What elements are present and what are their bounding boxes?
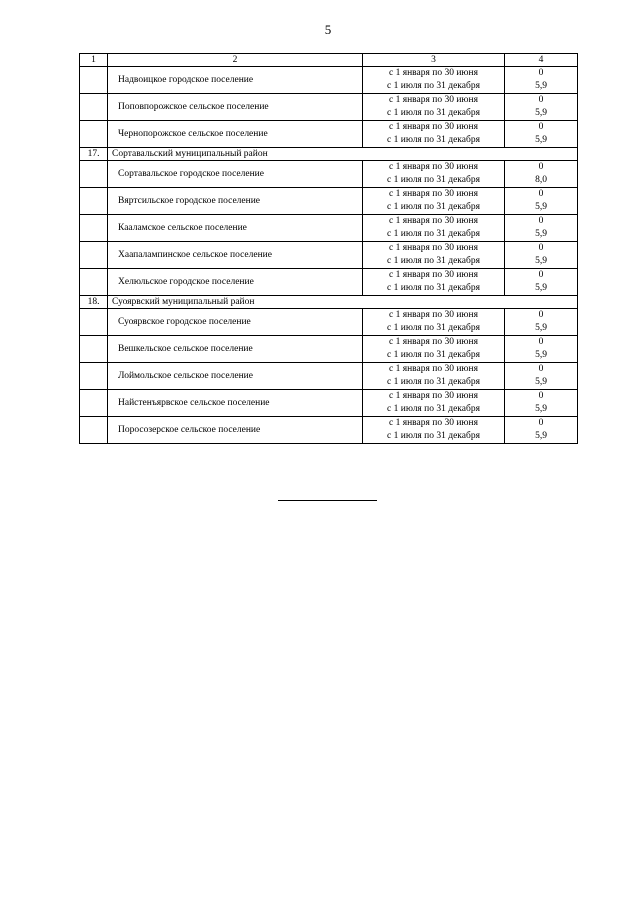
period-second-half: с 1 июля по 31 декабря: [387, 283, 480, 293]
settlement-row: [80, 94, 578, 121]
rate-first-half: 0: [538, 337, 544, 347]
rate-second-half: 5,9: [535, 431, 547, 441]
column-header-4: 4: [505, 54, 578, 67]
period-cell: [363, 121, 505, 148]
row-number-cell: [80, 390, 108, 417]
column-header-2: 2: [108, 54, 363, 67]
row-number-cell: [80, 94, 108, 121]
period-cell: [363, 390, 505, 417]
rate-second-half: 5,9: [535, 350, 547, 360]
settlement-name: Поросозерское сельское поселение: [108, 417, 363, 444]
period-first-half: с 1 января по 30 июня: [389, 68, 478, 78]
period-first-half: с 1 января по 30 июня: [389, 391, 478, 401]
row-number-cell: [80, 121, 108, 148]
period-cell: [363, 417, 505, 444]
rate-second-half: 5,9: [535, 283, 547, 293]
rate-cell: [505, 242, 578, 269]
period-first-half: с 1 января по 30 июня: [389, 337, 478, 347]
rate-second-half: 5,9: [535, 135, 547, 145]
rate-first-half: 0: [538, 68, 544, 78]
settlement-row: [80, 269, 578, 296]
column-header-1: 1: [80, 54, 108, 67]
period-second-half: с 1 июля по 31 декабря: [387, 229, 480, 239]
period-second-half: с 1 июля по 31 декабря: [387, 350, 480, 360]
period-cell: [363, 309, 505, 336]
period-first-half: с 1 января по 30 июня: [389, 270, 478, 280]
period-first-half: с 1 января по 30 июня: [389, 162, 478, 172]
settlement-name: Суоярвское городское поселение: [108, 309, 363, 336]
settlement-row: [80, 215, 578, 242]
district-number: 17.: [80, 148, 108, 161]
rate-second-half: 5,9: [535, 377, 547, 387]
rate-second-half: 5,9: [535, 108, 547, 118]
rate-first-half: 0: [538, 162, 544, 172]
rate-second-half: 8,0: [535, 175, 547, 185]
settlement-name: Найстенъярвское сельское поселение: [108, 390, 363, 417]
district-name: Сортавальский муниципальный район: [108, 148, 578, 161]
settlement-name: Надвоицкое городское поселение: [108, 67, 363, 94]
rate-cell: [505, 390, 578, 417]
district-number: 18.: [80, 296, 108, 309]
period-cell: [363, 215, 505, 242]
rate-cell: [505, 188, 578, 215]
settlement-row: [80, 390, 578, 417]
settlement-row: [80, 161, 578, 188]
period-cell: [363, 188, 505, 215]
period-second-half: с 1 июля по 31 декабря: [387, 81, 480, 91]
rate-first-half: 0: [538, 270, 544, 280]
period-first-half: с 1 января по 30 июня: [389, 95, 478, 105]
district-row: [80, 296, 578, 309]
table-header-row: [80, 54, 578, 67]
period-first-half: с 1 января по 30 июня: [389, 310, 478, 320]
settlement-row: [80, 336, 578, 363]
rate-first-half: 0: [538, 391, 544, 401]
row-number-cell: [80, 215, 108, 242]
settlement-name: Лоймольское сельское поселение: [108, 363, 363, 390]
period-second-half: с 1 июля по 31 декабря: [387, 431, 480, 441]
settlement-row: [80, 188, 578, 215]
settlement-name: Сортавальское городское поселение: [108, 161, 363, 188]
period-second-half: с 1 июля по 31 декабря: [387, 135, 480, 145]
period-second-half: с 1 июля по 31 декабря: [387, 202, 480, 212]
rate-cell: [505, 336, 578, 363]
row-number-cell: [80, 269, 108, 296]
row-number-cell: [80, 67, 108, 94]
settlement-name: Чернопорожское сельское поселение: [108, 121, 363, 148]
period-cell: [363, 242, 505, 269]
page-number: 5: [324, 22, 332, 37]
table-body: [80, 54, 578, 444]
period-second-half: с 1 июля по 31 декабря: [387, 175, 480, 185]
rate-second-half: 5,9: [535, 229, 547, 239]
rate-second-half: 5,9: [535, 81, 547, 91]
rate-second-half: 5,9: [535, 256, 547, 266]
rate-first-half: 0: [538, 243, 544, 253]
rate-first-half: 0: [538, 364, 544, 374]
settlement-name: Хаапалампинское сельское поселение: [108, 242, 363, 269]
settlement-name: Поповпорожское сельское поселение: [108, 94, 363, 121]
district-row: [80, 148, 578, 161]
period-second-half: с 1 июля по 31 декабря: [387, 404, 480, 414]
tariff-table: [79, 53, 578, 444]
period-first-half: с 1 января по 30 июня: [389, 243, 478, 253]
period-cell: [363, 67, 505, 94]
footer-divider: [278, 500, 377, 501]
rate-cell: [505, 215, 578, 242]
settlement-name: Кааламское сельское поселение: [108, 215, 363, 242]
rate-second-half: 5,9: [535, 323, 547, 333]
rate-second-half: 5,9: [535, 202, 547, 212]
rate-cell: [505, 269, 578, 296]
rate-cell: [505, 67, 578, 94]
rate-first-half: 0: [538, 122, 544, 132]
rate-first-half: 0: [538, 216, 544, 226]
period-first-half: с 1 января по 30 июня: [389, 364, 478, 374]
settlement-name: Вешкельское сельское поселение: [108, 336, 363, 363]
rate-first-half: 0: [538, 95, 544, 105]
period-first-half: с 1 января по 30 июня: [389, 122, 478, 132]
settlement-row: [80, 121, 578, 148]
column-header-3: 3: [363, 54, 505, 67]
period-second-half: с 1 июля по 31 декабря: [387, 377, 480, 387]
period-cell: [363, 363, 505, 390]
period-cell: [363, 269, 505, 296]
rate-cell: [505, 363, 578, 390]
settlement-name: Вяртсильское городское поселение: [108, 188, 363, 215]
rate-cell: [505, 417, 578, 444]
rate-first-half: 0: [538, 418, 544, 428]
rate-cell: [505, 121, 578, 148]
settlement-name: Хелюльское городское поселение: [108, 269, 363, 296]
row-number-cell: [80, 309, 108, 336]
period-cell: [363, 94, 505, 121]
rate-first-half: 0: [538, 310, 544, 320]
settlement-row: [80, 363, 578, 390]
row-number-cell: [80, 242, 108, 269]
period-cell: [363, 161, 505, 188]
period-second-half: с 1 июля по 31 декабря: [387, 108, 480, 118]
settlement-row: [80, 417, 578, 444]
rate-second-half: 5,9: [535, 404, 547, 414]
rate-cell: [505, 161, 578, 188]
row-number-cell: [80, 336, 108, 363]
row-number-cell: [80, 161, 108, 188]
period-first-half: с 1 января по 30 июня: [389, 418, 478, 428]
settlement-row: [80, 309, 578, 336]
rate-cell: [505, 94, 578, 121]
period-second-half: с 1 июля по 31 декабря: [387, 256, 480, 266]
settlement-row: [80, 67, 578, 94]
district-name: Суоярвский муниципальный район: [108, 296, 578, 309]
rate-cell: [505, 309, 578, 336]
period-second-half: с 1 июля по 31 декабря: [387, 323, 480, 333]
rate-first-half: 0: [538, 189, 544, 199]
row-number-cell: [80, 417, 108, 444]
row-number-cell: [80, 363, 108, 390]
period-first-half: с 1 января по 30 июня: [389, 216, 478, 226]
period-cell: [363, 336, 505, 363]
row-number-cell: [80, 188, 108, 215]
period-first-half: с 1 января по 30 июня: [389, 189, 478, 199]
settlement-row: [80, 242, 578, 269]
